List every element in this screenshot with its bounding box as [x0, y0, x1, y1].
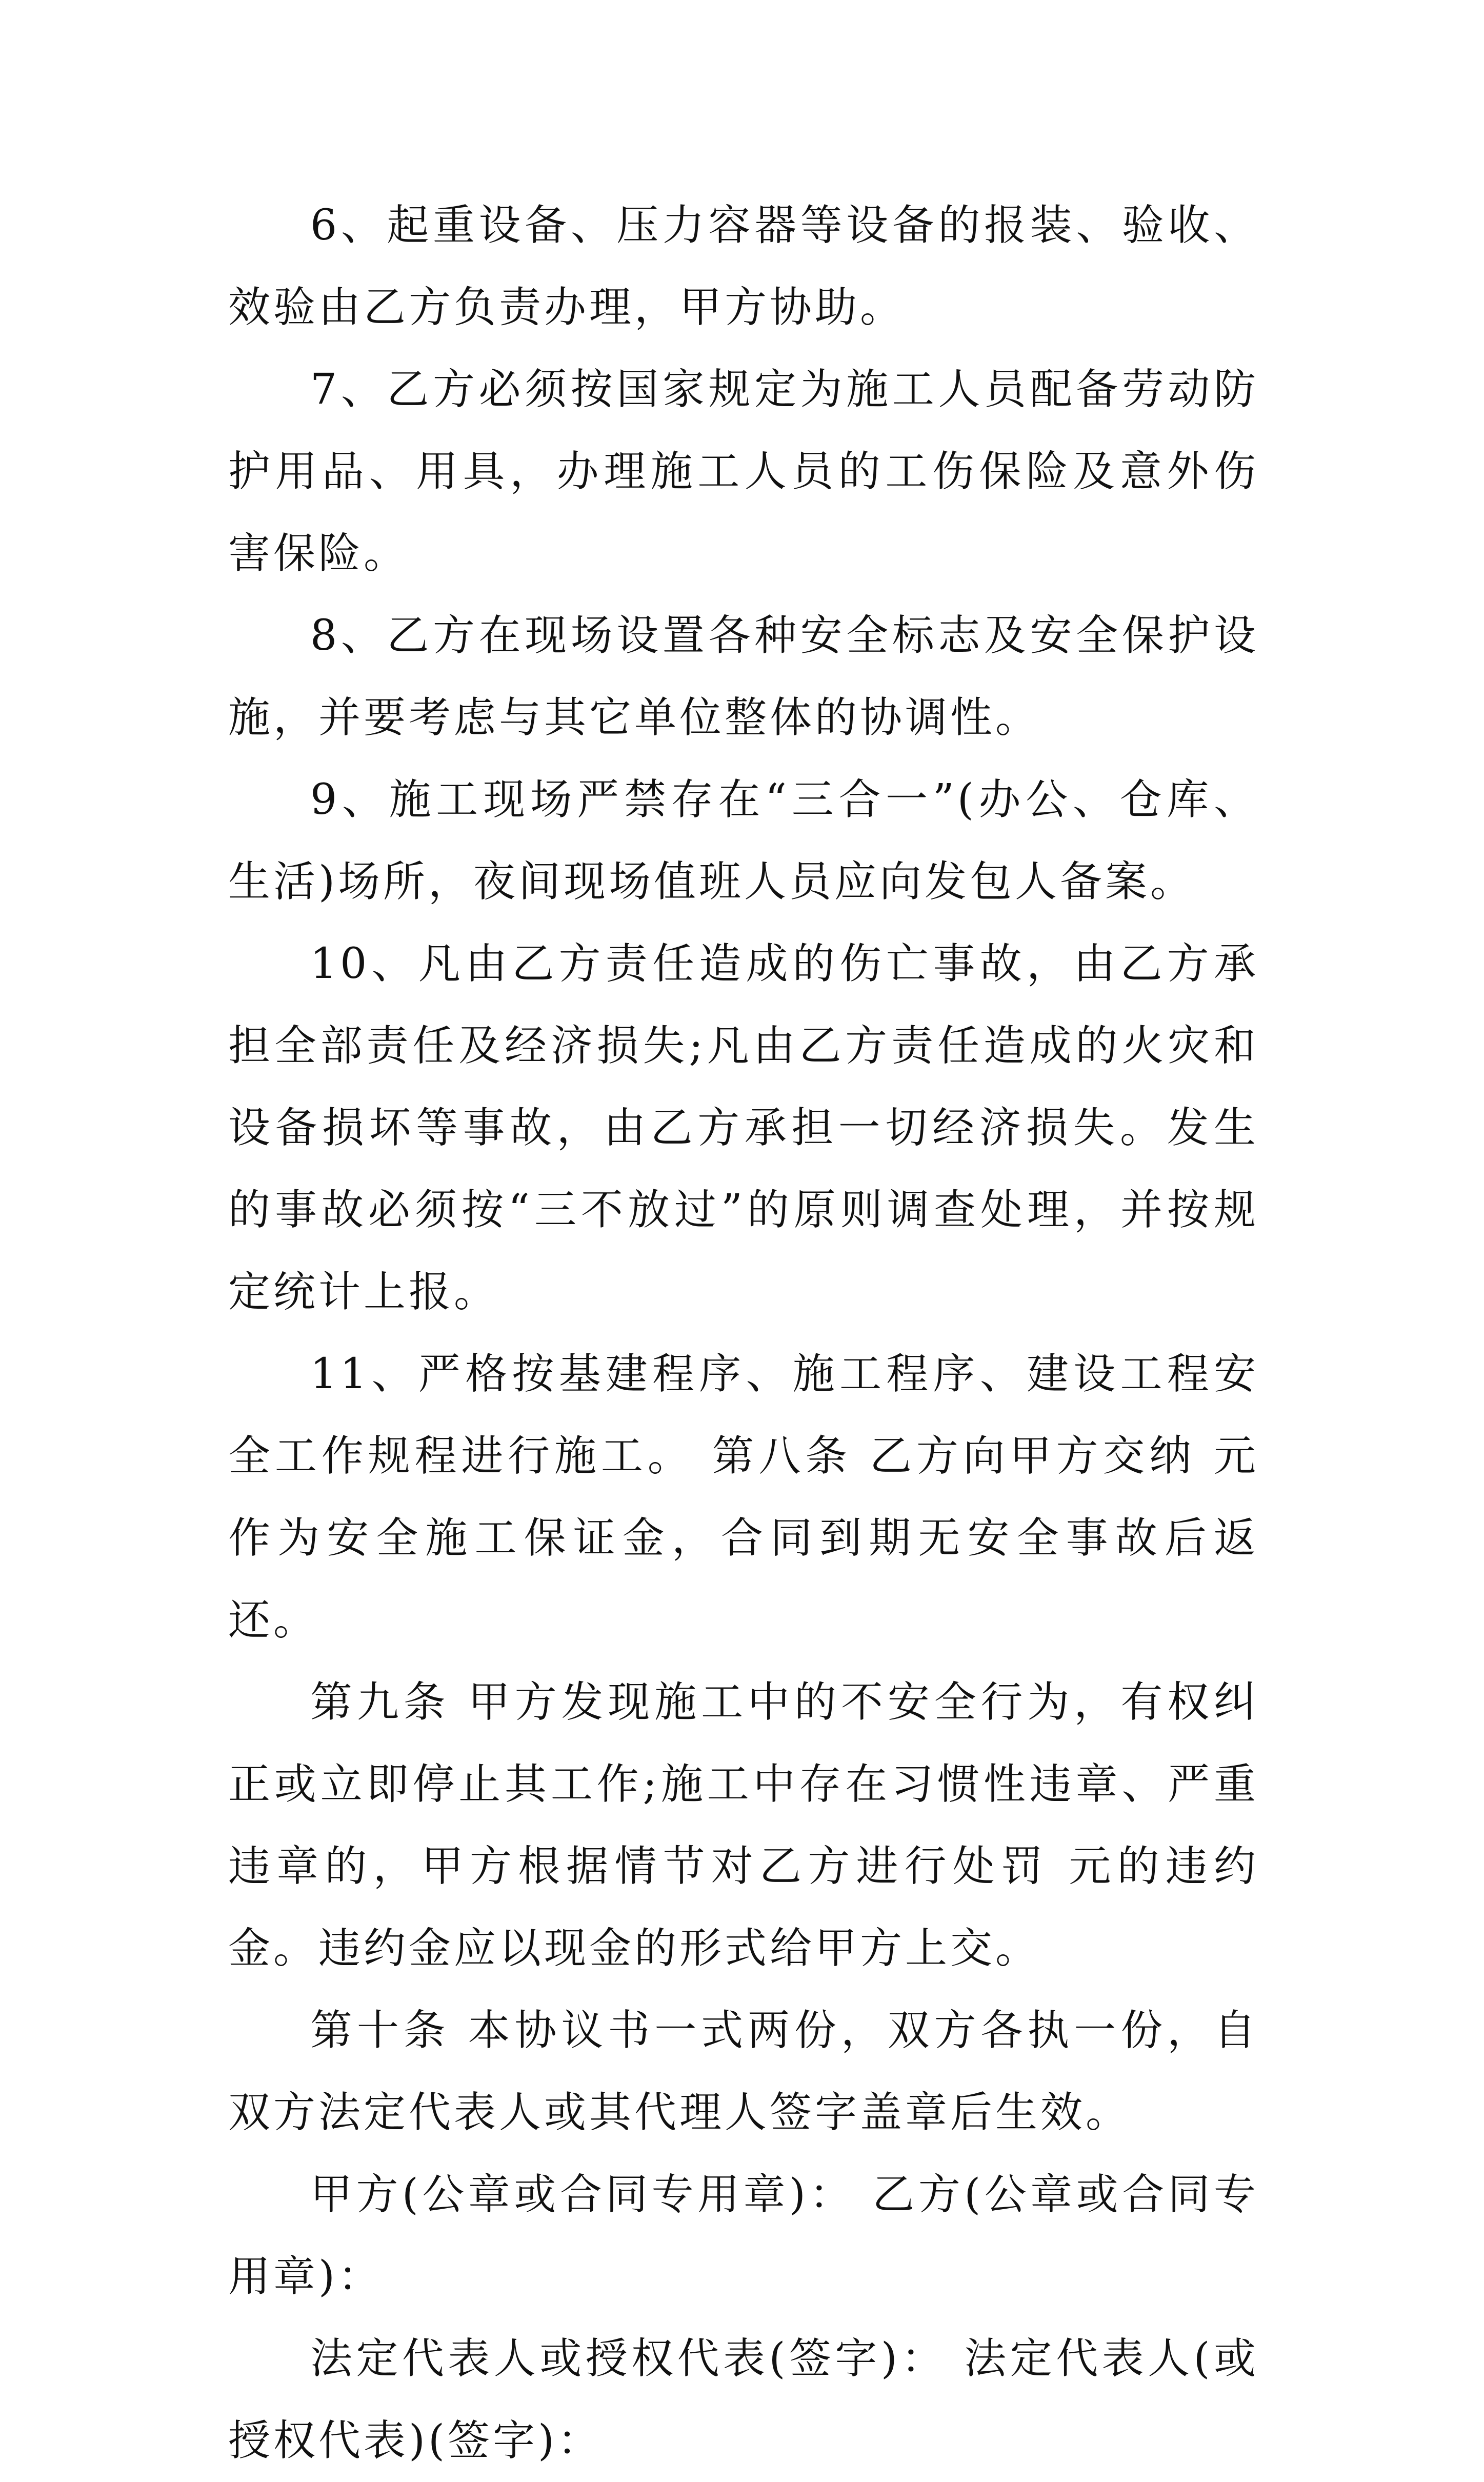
clause-8: 8、乙方在现场设置各种安全标志及安全保护设施，并要考虑与其它单位整体的协调性。 — [228, 611, 1259, 742]
signature-line: 法定代表人或授权代表(签字)： 法定代表人(或授权代表)(签字)： — [228, 2334, 1259, 2465]
clause-6: 6、起重设备、压力容器等设备的报装、验收、效验由乙方负责办理，甲方协助。 — [228, 201, 1259, 332]
clause-9: 9、施工现场严禁存在“三合一”(办公、仓库、生活)场所，夜间现场值班人员应向发包人备案。 — [228, 775, 1259, 906]
seal-line: 甲方(公章或合同专用章)： 乙方(公章或合同专用章)： — [228, 2170, 1259, 2301]
clause-11-article-8: 11、严格按基建程序、施工程序、建设工程安全工作规程进行施工。 第八条 乙方向甲方交纳 元作为安全施工保证金，合同到期无安全事故后返还。 — [228, 1350, 1259, 1645]
article-9: 第九条 甲方发现施工中的不安全行为，有权纠正或立即停止其工作;施工中存在习惯性违章、严重违章的，甲方根据情节对乙方进行处罚 元的违约金。违约金应以现金的形式给甲方上交。 — [228, 1678, 1259, 1973]
article-10: 第十条 本协议书一式两份，双方各执一份，自双方法定代表人或其代理人签字盖章后生效。 — [228, 2006, 1259, 2137]
document-body — [228, 185, 1259, 2482]
clause-7: 7、乙方必须按国家规定为施工人员配备劳动防护用品、用具，办理施工人员的工伤保险及意外伤害保险。 — [228, 365, 1259, 578]
clause-10: 10、凡由乙方责任造成的伤亡事故，由乙方承担全部责任及经济损失;凡由乙方责任造成的火灾和设备损坏等事故，由乙方承担一切经济损失。发生的事故必须按“三不放过”的原则调查处理，并按规定统计上报。 — [228, 939, 1259, 1316]
